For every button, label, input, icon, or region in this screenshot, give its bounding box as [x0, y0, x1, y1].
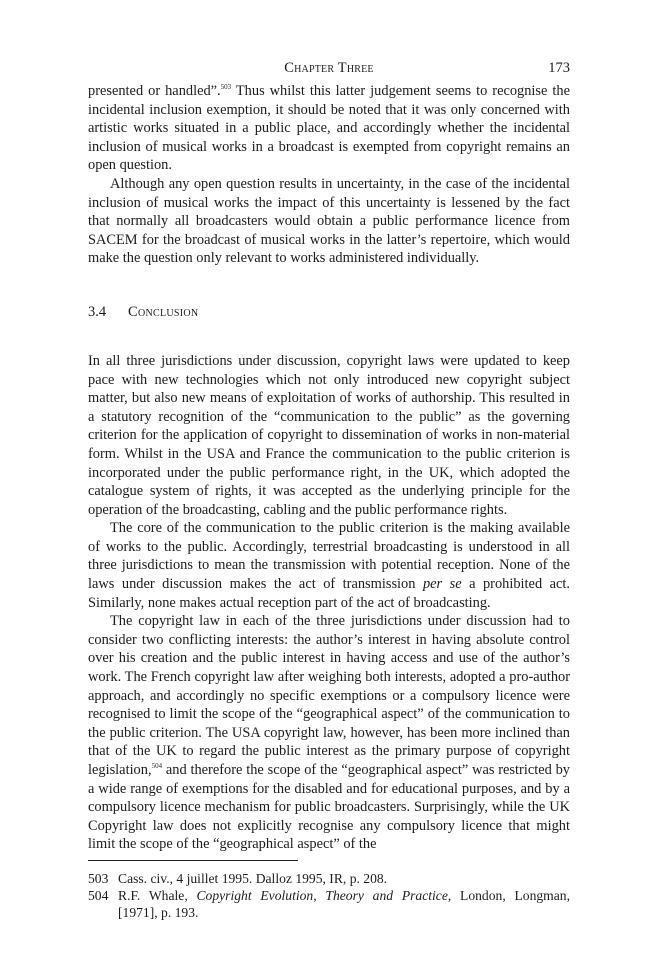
footnote-number: 504 — [88, 888, 109, 903]
section-heading — [88, 303, 570, 321]
paragraph-text: The copyright law in each of the three jurisdictions under discussion had to consider two conflicting interests: the author’s interest in having absolute control over his creation and the public interest in having access and use of the author’s work. The French copyright law after weighing both interests, adopted a pro-author approach, and accordingly no specific exemptions or a compulsory licence were recognised to limit the scope of the “geographical aspect” of the communication to the public criterion. The USA copyright law, however, has been more inclined than that of the UK to regard the public interest as the primary purpose of copyright legislation, — [88, 613, 570, 778]
running-title: Chapter Three — [284, 60, 374, 76]
footnotes — [88, 870, 570, 921]
paragraph-text: and therefore the scope of the “geographical aspect” was restricted by a wide range of exemptions for the disabled and for educational purposes, and by a compulsory licence mechanism for public broadcasters. Surprisingly, while the UK Copyright law does not explicitly recognise any compulsory licence that might limit the scope of the “geographical aspect” of the — [88, 762, 570, 853]
paragraph-text: a prohibited act. Similarly, none makes actual reception part of the act of broadcasting. — [88, 576, 571, 611]
footnote-503 — [88, 870, 570, 887]
running-header — [88, 58, 570, 78]
emphasis-per-se: per se — [422, 576, 462, 593]
footnote-publication: , London, Longman, [1971], p. 193. — [118, 888, 570, 920]
paragraph-continued — [88, 82, 570, 175]
section-number: 3.4 — [88, 303, 107, 320]
paragraph-conflicting-interests — [88, 612, 570, 854]
paragraph-open-question: Although any open question results in uncertainty, in the case of the incidental inclusion of musical works the impact of this uncertainty is lessened by the fact that normally all broadcasters would obtain a public performance licence from SACEM for the broadcast of musical works in the latter’s repertoire, which would make the question only relevant to works administered individually. — [88, 175, 570, 267]
paragraph-conclusion-intro: In all three jurisdictions under discussion, copyright laws were updated to keep pace with new technologies which not only introduced new copyright subject matter, but also new means of exploitation of works of authorship. This resulted in a statutory recognition of the “communication to the public” as the governing criterion for the application of copyright to dissemination of works in non-material form. Whilst in the USA and France the communication to the public criterion is incorporated under the public performance right, in the UK, which adopted the catalogue system of rights, it was accepted as the underlying principle for the operation of the broadcasting, cabling and the public performance rights. — [88, 352, 570, 518]
paragraph-text: presented or handled”. — [88, 83, 221, 99]
footnote-text: Cass. civ., 4 juillet 1995. Dalloz 1995, IR, p. 208. — [118, 871, 388, 886]
paragraph-text: Thus whilst this latter judgement seems to recognise the incidental inclusion exemption, it should be noted that it was only concerned with artistic works situated in a public place, and accordingly whether the incidental inclusion of musical works in a broadcast is exempted from copyright remains an open question. — [88, 83, 570, 174]
footnote-ref-503: 503 — [220, 83, 232, 91]
footnote-504 — [88, 887, 570, 921]
footnote-author: R.F. Whale, — [118, 888, 197, 903]
footnote-ref-504: 504 — [151, 762, 163, 770]
paragraph-text: The core of the communication to the public criterion is the making available of works to the public. Accordingly, terrestrial broadcasting is understood in all three jurisdictions to mean the transmission with potential reception. None of the laws under discussion makes the act of transmission — [88, 520, 570, 593]
footnote-book-title: Copyright Evolution, Theory and Practice — [196, 888, 448, 903]
section-title: Conclusion — [128, 303, 199, 320]
footnote-divider — [88, 860, 298, 861]
page-number: 173 — [548, 60, 570, 76]
body-text — [88, 82, 570, 854]
paragraph-core-criterion — [88, 519, 570, 612]
footnote-number: 503 — [88, 871, 109, 886]
